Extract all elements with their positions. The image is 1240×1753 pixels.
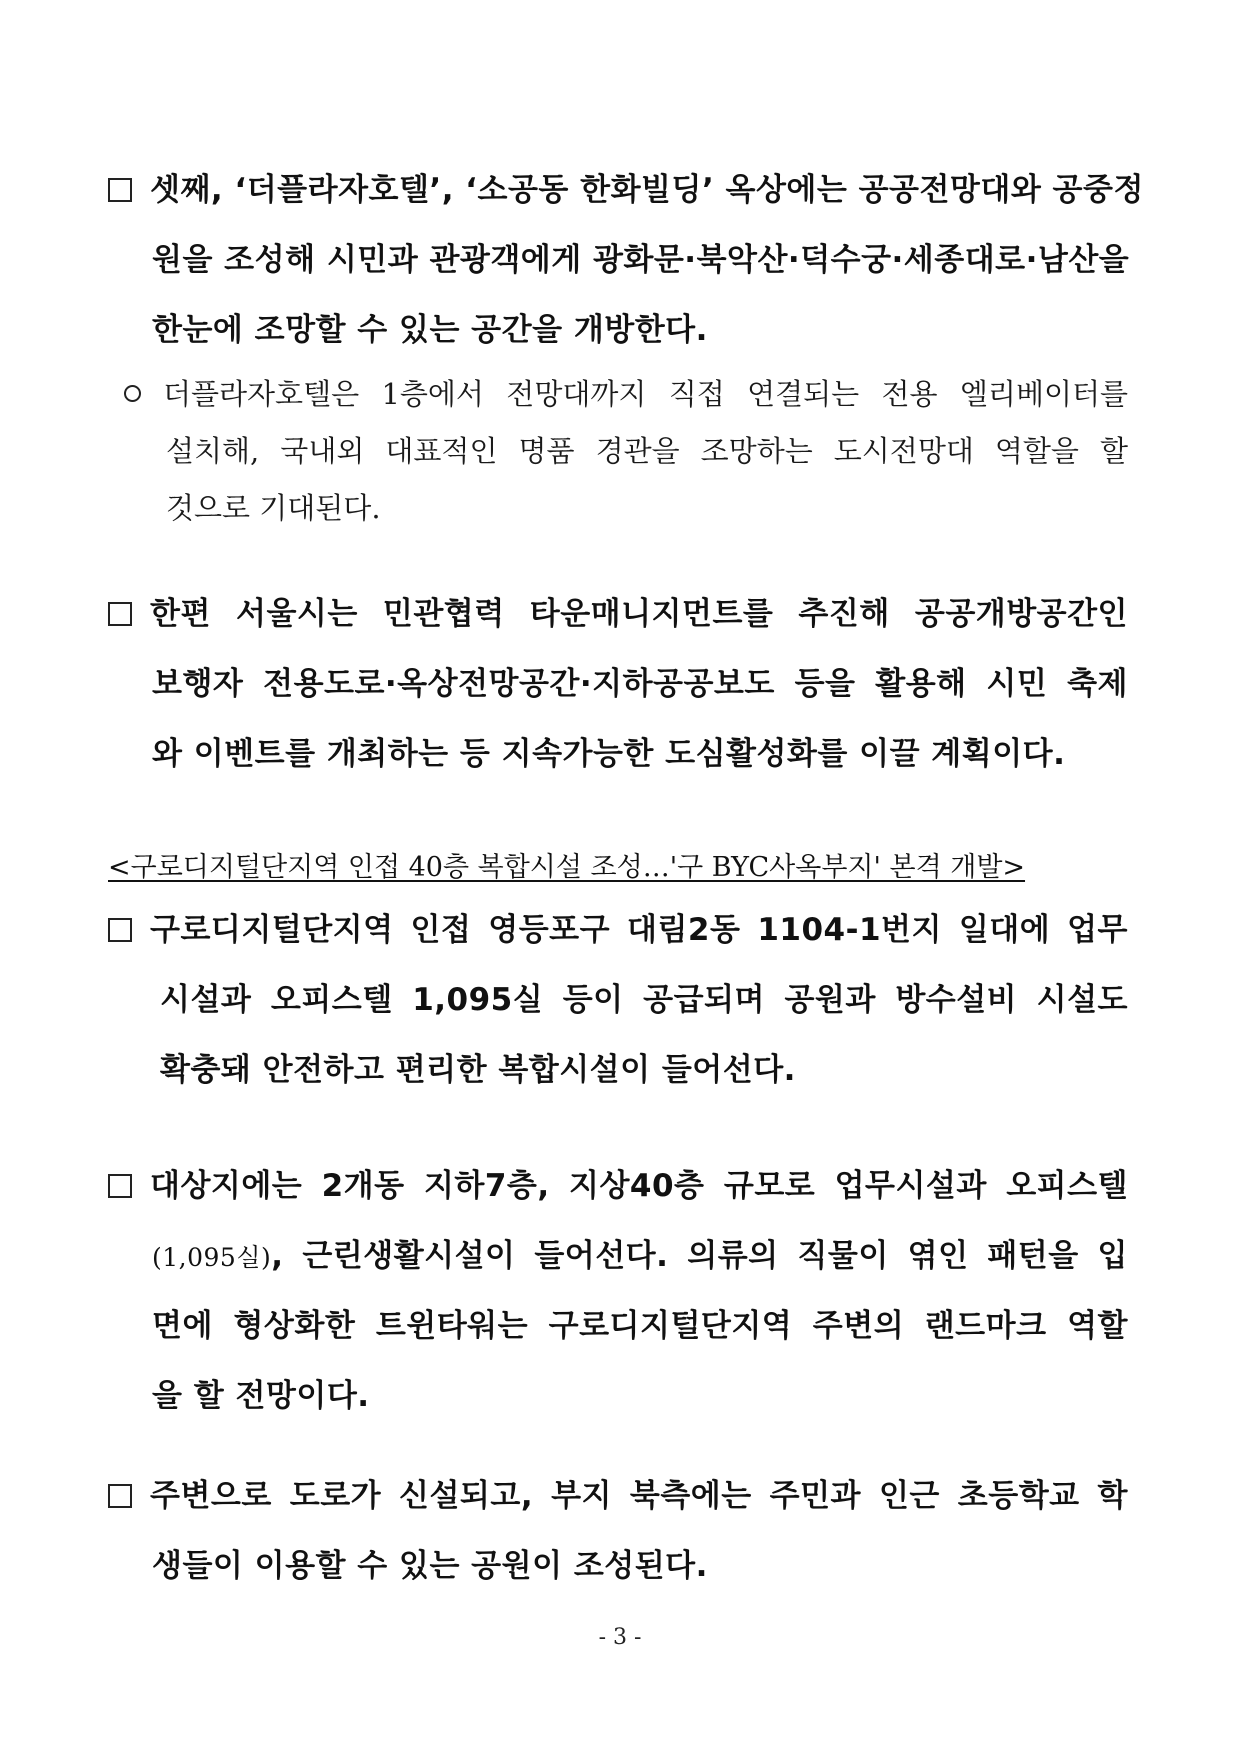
checkbox-bullet-icon <box>108 1484 132 1508</box>
para-line: 주변으로 도로가 신설되고, 부지 북측에는 주민과 인근 초등학교 학 <box>108 1476 1128 1516</box>
para-line: 보행자 전용도로·옥상전망공간·지하공공보도 등을 활용해 시민 축제 <box>152 666 1128 702</box>
checkbox-bullet-icon <box>108 178 132 202</box>
para-line: 셋째, ‘더플라자호텔’, ‘소공동 한화빌딩’ 옥상에는 공공전망대와 공중정 <box>108 170 1128 210</box>
para-line: 원을 조성해 시민과 관광객에게 광화문·북악산·덕수궁·세종대로·남산을 <box>152 242 1130 278</box>
sub-line: 더플라자호텔은 1층에서 전망대까지 직접 연결되는 전용 엘리베이터를 <box>124 374 1128 414</box>
circle-bullet-icon <box>124 385 141 402</box>
para-line: 확충돼 안전하고 편리한 복합시설이 들어선다. <box>160 1052 796 1088</box>
checkbox-bullet-icon <box>108 602 132 626</box>
para-line: 한눈에 조망할 수 있는 공간을 개방한다. <box>152 312 708 348</box>
para-line: 구로디지털단지역 인접 영등포구 대림2동 1104-1번지 일대에 업무 <box>108 910 1128 950</box>
sub-line: 것으로 기대된다. <box>166 491 381 525</box>
sub-line: 설치해, 국내외 대표적인 명품 경관을 조망하는 도시전망대 역할을 할 <box>166 434 1128 468</box>
para-line: 면에 형상화한 트윈타워는 구로디지털단지역 주변의 랜드마크 역할 <box>152 1308 1128 1344</box>
checkbox-bullet-icon <box>108 1174 132 1198</box>
para-line: (1,095실), 근린생활시설이 들어선다. 의류의 직물이 엮인 패턴을 입 <box>152 1238 1128 1274</box>
para-line: 와 이벤트를 개최하는 등 지속가능한 도심활성화를 이끌 계획이다. <box>152 736 1066 772</box>
para-line: 대상지에는 2개동 지하7층, 지상40층 규모로 업무시설과 오피스텔 <box>108 1166 1128 1206</box>
para-line: 한편 서울시는 민관협력 타운매니지먼트를 추진해 공공개방공간인 <box>108 594 1128 634</box>
para-line: 생들이 이용할 수 있는 공원이 조성된다. <box>152 1548 708 1584</box>
para-line: 을 할 전망이다. <box>152 1378 370 1414</box>
section-heading: <구로디지털단지역 인접 40층 복합시설 조성…'구 BYC사옥부지' 본격 개발> <box>108 852 1026 883</box>
checkbox-bullet-icon <box>108 918 132 942</box>
page-number: - 3 - <box>598 1625 642 1650</box>
para-line: 시설과 오피스텔 1,095실 등이 공급되며 공원과 방수설비 시설도 <box>160 982 1128 1018</box>
